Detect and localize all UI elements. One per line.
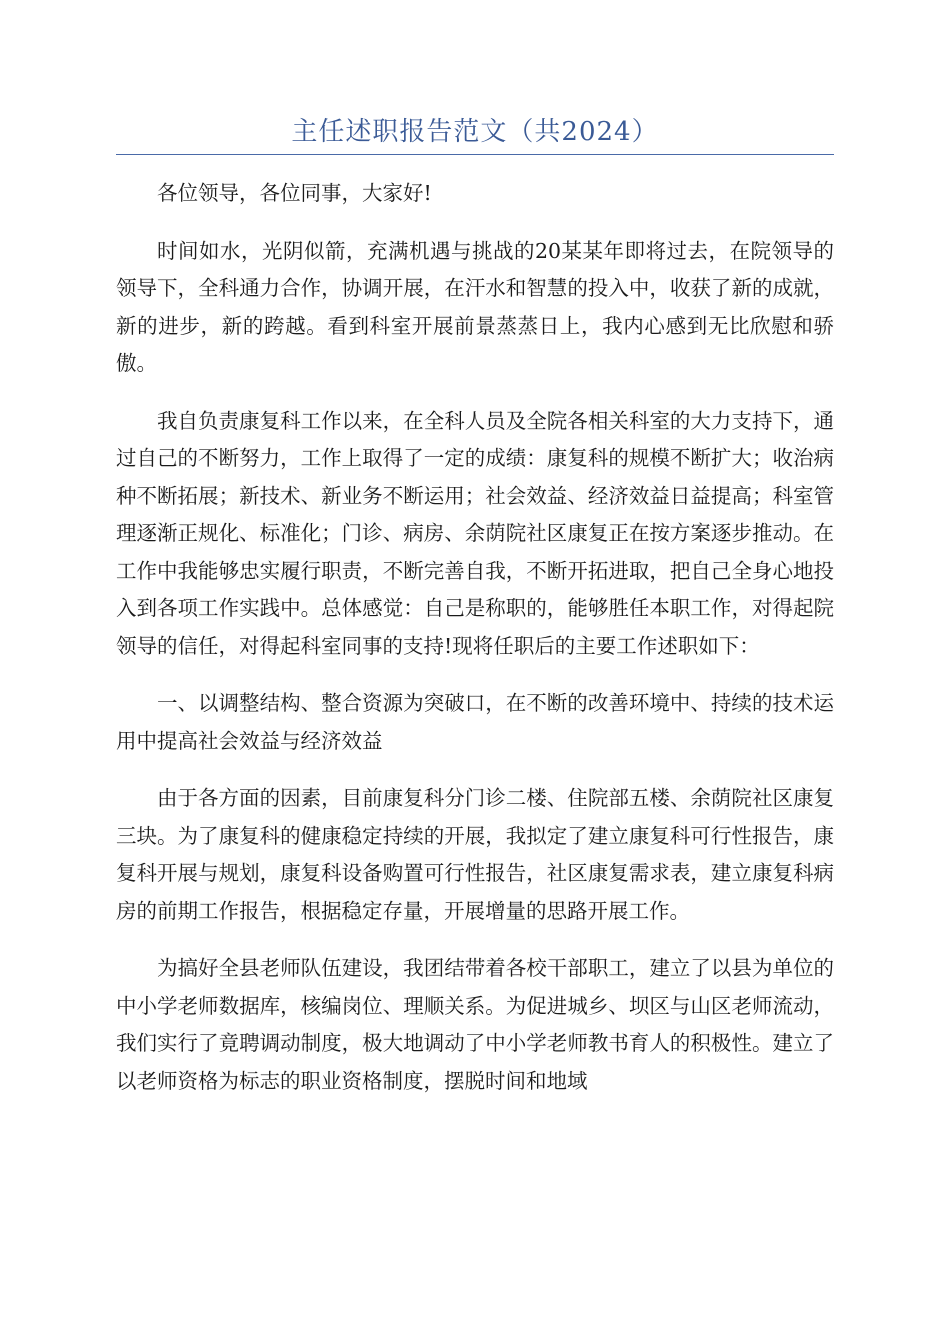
paragraph-summary: 我自负责康复科工作以来，在全科人员及全院各相关科室的大力支持下，通过自己的不断努力，工作上取得了一定的成绩：康复科的规模不断扩大；收治病种不断拓展；新技术、新业务不断运用；社会效益、经济效益日益提高；科室管理逐渐正规化、标准化；门诊、病房、余荫院社区康复正在按方案逐步推动。在工作中我能够忠实履行职责，不断完善自我，不断开拓进取，把自己全身心地投入到各项工作实践中。总体感觉：自己是称职的，能够胜任本职工作，对得起院领导的信任，对得起科室同事的支持!现将任职后的主要工作述职如下： [116,408,834,658]
paragraph-teachers: 为搞好全县老师队伍建设，我团结带着各校干部职工，建立了以县为单位的中小学老师数据库，核编岗位、理顺关系。为促进城乡、坝区与山区老师流动，我们实行了竟聘调动制度，极大地调动了中小学老师教书育人的积极性。建立了以老师资格为标志的职业资格制度，摆脱时间和地域 [116,956,834,1093]
paragraph-intro: 时间如水，光阴似箭，充满机遇与挑战的20某某年即将过去，在院领导的领导下，全科通力合作，协调开展，在汗水和智慧的投入中，收获了新的成就，新的进步，新的跨越。看到科室开展前景蒸蒸日上，我内心感到无比欣慰和骄傲。 [116,238,834,375]
document-body [116,175,834,1120]
section-heading-1: 一、以调整结构、整合资源为突破口，在不断的改善环境中、持续的技术运用中提高社会效益与经济效益 [116,691,834,753]
title-underline [116,154,834,155]
paragraph-structure: 由于各方面的因素，目前康复科分门诊二楼、住院部五楼、余荫院社区康复三块。为了康复科的健康稳定持续的开展，我拟定了建立康复科可行性报告，康复科开展与规划，康复科设备购置可行性报告，社区康复需求表，建立康复科病房的前期工作报告，根据稳定存量，开展增量的思路开展工作。 [116,786,834,923]
paragraph-greeting: 各位领导，各位同事，大家好! [157,181,432,205]
document-title: 主任述职报告范文（共2024） [291,117,659,147]
